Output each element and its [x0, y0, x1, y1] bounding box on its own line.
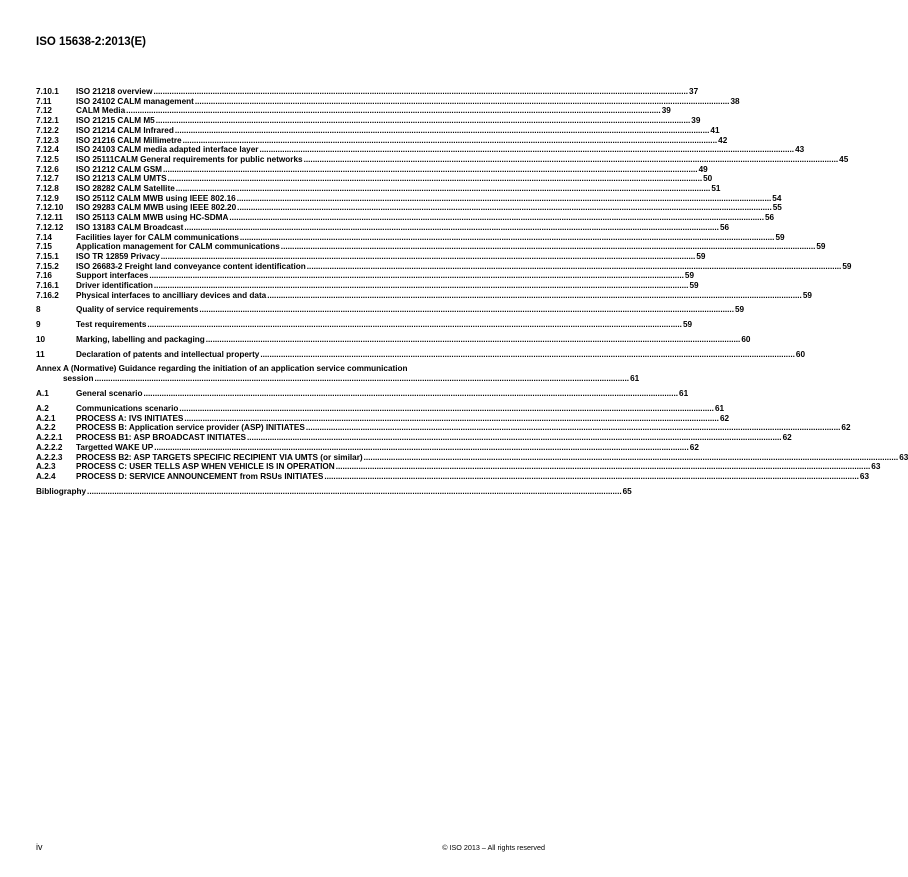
toc-entry-number: 7.12.10	[36, 203, 64, 213]
toc-entry-title: ISO 21212 CALM GSM	[76, 164, 162, 174]
toc-entry-page: 62	[841, 423, 851, 433]
toc-entry-page: 41	[710, 125, 720, 135]
toc-entry[interactable]	[36, 106, 671, 116]
toc-entry-title: ISO 21215 CALM M5	[76, 116, 155, 126]
toc-entry[interactable]	[36, 96, 740, 107]
toc-entry-number: A.2.2.3	[36, 452, 63, 462]
leader-dots	[147, 320, 682, 330]
toc-annex-a[interactable]	[36, 364, 640, 384]
toc-entry-page: 59	[842, 261, 852, 271]
toc-entry-number: A.2.2.1	[36, 433, 63, 443]
toc-entry-number: 7.16.2	[36, 290, 59, 300]
toc-entry-page: 63	[899, 452, 908, 462]
toc-entry-page: 51	[711, 184, 721, 194]
toc-entry-number: A.2	[36, 403, 49, 413]
toc-entry[interactable]	[36, 433, 792, 443]
leader-dots	[247, 433, 782, 443]
toc-entry[interactable]	[36, 222, 730, 233]
toc-entry-page: 45	[839, 154, 849, 164]
toc-entry-page: 56	[719, 222, 730, 232]
leader-dots	[176, 184, 711, 194]
toc-entry-title: ISO 21218 overview	[76, 87, 153, 96]
toc-entry-title: ISO 25111CALM General requirements for public networks	[76, 154, 303, 164]
leader-dots	[306, 423, 841, 433]
toc-entry-number: 7.10.1	[36, 87, 59, 96]
toc-entry[interactable]	[36, 305, 745, 315]
toc-entry-page: 49	[698, 164, 708, 174]
document-header: ISO 15638-2:2013(E)	[36, 36, 146, 48]
toc-entry-page: 59	[816, 242, 826, 252]
leader-dots	[87, 487, 622, 497]
leader-dots	[240, 233, 775, 243]
toc-entry-page: 59	[734, 305, 745, 315]
toc-entry-title: PROCESS B: Application service provider (ASP) INITIATES	[76, 423, 305, 433]
leader-dots	[153, 87, 688, 97]
toc-entry-page: 39	[691, 116, 701, 126]
toc-entry-page: 62	[782, 433, 792, 443]
toc-entry-number: 7.12.12	[36, 222, 64, 232]
toc-annex-section	[36, 389, 908, 481]
annex-title-line1: Annex A (Normative) Guidance regarding the initiation of an application service communication	[36, 364, 408, 374]
toc-entry[interactable]	[36, 203, 782, 213]
toc-entry-title: PROCESS A: IVS INITIATES	[76, 413, 184, 423]
toc-entry-number: 7.14	[36, 232, 52, 242]
toc-entry-title: PROCESS B1: ASP BROADCAST INITIATES	[76, 433, 246, 443]
leader-dots	[267, 291, 802, 301]
toc-entry-page: 60	[741, 334, 751, 344]
page-number: iv	[36, 842, 43, 852]
leader-dots	[304, 155, 839, 165]
toc-entry[interactable]	[36, 232, 785, 243]
toc-entry[interactable]	[36, 413, 730, 424]
toc-entry[interactable]	[36, 261, 852, 272]
leader-dots	[324, 472, 859, 482]
toc-entry[interactable]	[36, 154, 849, 165]
toc-entry-number: 7.12.7	[36, 174, 59, 184]
leader-dots	[183, 136, 718, 146]
leader-dots	[195, 97, 730, 107]
toc-entry-number: 9	[36, 320, 41, 330]
toc-entry-bibliography[interactable]	[36, 486, 632, 497]
toc-entry-page: 63	[859, 471, 870, 481]
toc-entry-title: CALM Media	[76, 106, 126, 116]
annex-title-continuation: session	[63, 374, 94, 384]
toc-main-section	[36, 87, 852, 359]
leader-dots	[199, 305, 734, 315]
toc-entry-number: 7.15.1	[36, 251, 59, 261]
toc-entry-title: ISO 21213 CALM UMTS	[76, 174, 167, 184]
toc-entry-number: 7.15	[36, 242, 52, 252]
toc-entry-title: Declaration of patents and intellectual property	[76, 349, 260, 359]
toc-entry[interactable]	[36, 462, 881, 472]
toc-entry-title: PROCESS C: USER TELLS ASP WHEN VEHICLE IS IN OPERATION	[76, 462, 335, 472]
leader-dots	[229, 213, 764, 223]
toc-entry[interactable]	[36, 349, 806, 360]
toc-entry-title: ISO TR 12859 Privacy	[76, 251, 160, 261]
toc-entry[interactable]	[36, 184, 721, 194]
toc-entry[interactable]	[36, 320, 693, 330]
toc-entry-title: ISO 21214 CALM Infrared	[76, 125, 174, 135]
toc-entry-number: 7.12.6	[36, 164, 59, 174]
toc-entry-page: 50	[703, 174, 713, 184]
leader-dots	[154, 281, 689, 291]
toc-entry-title: Facilities layer for CALM communications	[76, 232, 239, 242]
bibliography-title: Bibliography	[36, 486, 87, 496]
toc-entry[interactable]	[36, 281, 699, 291]
leader-dots	[143, 389, 678, 399]
leader-dots	[281, 242, 816, 252]
toc-entry-page: 55	[772, 203, 782, 213]
toc-entry-number: 7.15.2	[36, 261, 59, 271]
toc-entry-page: 37	[689, 87, 699, 96]
toc-entry-title: ISO 24103 CALM media adapted interface layer	[76, 145, 259, 155]
leader-dots	[126, 106, 661, 116]
leader-dots	[364, 453, 899, 463]
toc-entry-number: 7.12.5	[36, 154, 59, 164]
toc-entry-page: 56	[764, 213, 775, 223]
leader-dots	[168, 174, 703, 184]
leader-dots	[184, 223, 719, 233]
toc-entry-title: ISO 25112 CALM MWB using IEEE 802.16	[76, 193, 236, 203]
toc-entry-number: A.2.2	[36, 423, 56, 433]
leader-dots	[95, 374, 630, 384]
toc-entry-number: 7.12.1	[36, 116, 59, 126]
toc-entry-page: 38	[730, 96, 740, 106]
toc-entry[interactable]	[36, 87, 699, 97]
leader-dots	[260, 350, 795, 360]
annex-title-line2	[36, 374, 640, 384]
toc-entry-number: 7.16.1	[36, 281, 59, 291]
toc-entry-page: 62	[689, 442, 699, 452]
toc-entry-number: 7.12.9	[36, 193, 59, 203]
leader-dots	[175, 126, 710, 136]
toc-entry[interactable]	[36, 290, 812, 301]
leader-dots	[179, 404, 714, 414]
toc-entry[interactable]	[36, 403, 725, 414]
toc-entry-title: PROCESS B2: ASP TARGETS SPECIFIC RECIPIENT VIA UMTS (or similar)	[76, 452, 363, 462]
toc-entry-number: 7.12	[36, 106, 52, 116]
annex-page: 61	[630, 374, 640, 384]
toc-entry-page: 59	[802, 290, 812, 300]
toc-entry-number: A.1	[36, 389, 49, 399]
leader-dots	[237, 194, 772, 204]
bibliography-page: 65	[622, 486, 632, 496]
leader-dots	[259, 145, 794, 155]
toc-entry[interactable]	[36, 164, 708, 175]
toc-entry-number: 7.12.11	[36, 213, 63, 223]
toc-entry-title: ISO 24102 CALM management	[76, 96, 194, 106]
toc-entry-page: 43	[795, 145, 805, 155]
toc-entry[interactable]	[36, 125, 720, 136]
toc-entry-number: 7.11	[36, 96, 52, 106]
toc-entry[interactable]	[36, 251, 706, 262]
toc-entry-page: 61	[679, 389, 689, 399]
toc-entry[interactable]	[36, 271, 695, 281]
leader-dots	[307, 262, 842, 272]
toc-entry-page: 63	[871, 462, 881, 472]
toc-entry-title: ISO 29283 CALM MWB using IEEE 802.20	[76, 203, 237, 213]
toc-entry-page: 61	[714, 403, 725, 413]
toc-entry-title: General scenario	[76, 389, 143, 399]
toc-entry-title: PROCESS D: SERVICE ANNOUNCEMENT from RSUs INITIATES	[76, 471, 324, 481]
toc-entry-number: 8	[36, 305, 41, 315]
toc-entry[interactable]	[36, 471, 870, 482]
toc-entry-title: Marking, labelling and packaging	[76, 334, 205, 344]
toc-entry-page: 59	[696, 251, 706, 261]
toc-entry[interactable]	[36, 116, 701, 126]
toc-entry-title: Communications scenario	[76, 403, 179, 413]
toc-entry-number: 11	[36, 349, 45, 359]
toc-entry-title: Driver identification	[76, 281, 153, 291]
leader-dots	[156, 116, 691, 126]
toc-entry-page: 59	[689, 281, 699, 291]
toc-entry-number: 7.12.3	[36, 135, 59, 145]
toc-entry[interactable]	[36, 174, 713, 184]
leader-dots	[206, 335, 741, 345]
toc-entry-page: 59	[682, 320, 693, 330]
toc-entry[interactable]	[36, 334, 751, 345]
toc-entry-number: A.2.4	[36, 471, 56, 481]
table-of-contents	[36, 87, 908, 496]
toc-entry-number: 7.12.4	[36, 145, 59, 155]
toc-entry-page: 42	[718, 135, 728, 145]
toc-entry-title: Physical interfaces to ancilliary devices and data	[76, 290, 267, 300]
toc-entry-title: ISO 13183 CALM Broadcast	[76, 222, 184, 232]
toc-entry-number: A.2.3	[36, 462, 56, 472]
leader-dots	[237, 203, 772, 213]
toc-entry-title: Quality of service requirements	[76, 305, 199, 315]
toc-entry-number: A.2.1	[36, 413, 56, 423]
toc-entry[interactable]	[36, 193, 782, 204]
toc-entry-page: 59	[775, 232, 785, 242]
copyright-notice: © ISO 2013 – All rights reserved	[442, 843, 545, 852]
toc-entry-number: A.2.2.2	[36, 442, 63, 452]
leader-dots	[161, 252, 696, 262]
toc-entry-page: 60	[795, 349, 806, 359]
toc-entry[interactable]	[36, 452, 908, 463]
toc-entry-title: ISO 26683-2 Freight land conveyance content identification	[76, 261, 306, 271]
leader-dots	[154, 443, 689, 453]
toc-entry-title: Support interfaces	[76, 271, 149, 281]
leader-dots	[163, 165, 698, 175]
toc-entry-page: 59	[684, 271, 695, 281]
toc-entry-title: Application management for CALM communications	[76, 242, 280, 252]
toc-entry[interactable]	[36, 442, 699, 453]
toc-entry-title: ISO 28282 CALM Satellite	[76, 184, 175, 194]
toc-entry-number: 7.12.8	[36, 184, 59, 194]
toc-entry-title: ISO 21216 CALM Millimetre	[76, 135, 182, 145]
toc-entry[interactable]	[36, 213, 775, 223]
toc-entry-title: Test requirements	[76, 320, 147, 330]
toc-entry-page: 39	[661, 106, 671, 116]
toc-entry-number: 7.16	[36, 271, 52, 281]
leader-dots	[184, 414, 719, 424]
leader-dots	[336, 462, 871, 472]
toc-entry-number: 7.12.2	[36, 125, 59, 135]
toc-entry-number: 10	[36, 334, 46, 344]
toc-entry-page: 62	[719, 413, 730, 423]
toc-entry-title: ISO 25113 CALM MWB using HC-SDMA	[76, 213, 229, 223]
toc-entry-page: 54	[772, 193, 782, 203]
toc-entry[interactable]	[36, 242, 826, 252]
toc-entry[interactable]	[36, 389, 689, 399]
toc-entry[interactable]	[36, 423, 851, 433]
toc-entry-title: Targetted WAKE UP	[76, 442, 154, 452]
leader-dots	[149, 271, 684, 281]
toc-entry[interactable]	[36, 145, 805, 155]
toc-entry[interactable]	[36, 135, 728, 146]
